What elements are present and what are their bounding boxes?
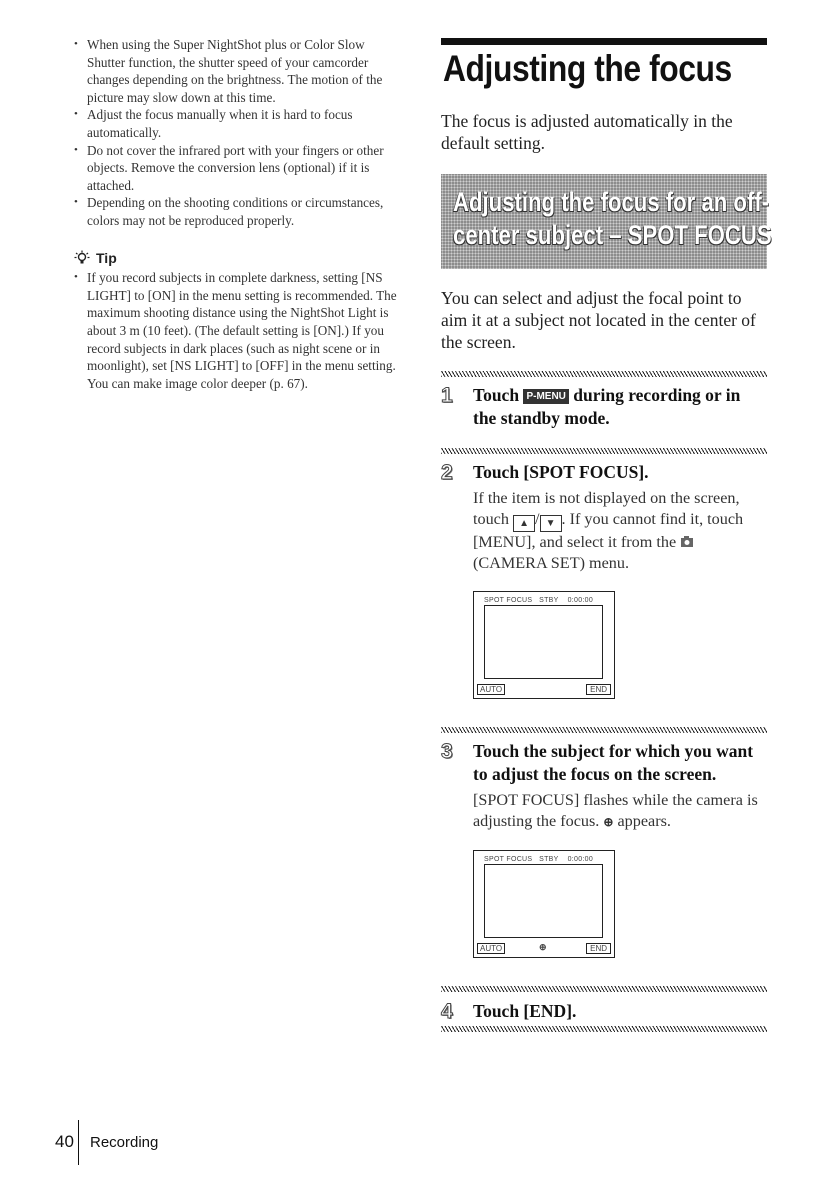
left-column — [74, 36, 400, 392]
note-bullet: • When using the Super NightShot plus or Color Slow Shutter function, the shutter speed of your camcorder changes depending on the brightness. The motion of the picture may slow down at this time. — [74, 36, 400, 106]
step-body-text: . If you cannot find it, touch [MENU], and select it from the — [473, 510, 744, 551]
focus-indicator-icon: ⊕ — [539, 942, 547, 952]
p-menu-button: P-MENU — [523, 389, 568, 404]
step-title — [473, 384, 767, 430]
step-body-text: If the item is not displayed on the screen, touch — [473, 489, 740, 528]
step-separator — [441, 371, 767, 377]
step-number: 1 — [441, 384, 453, 407]
note-bullet: • Do not cover the infrared port with your fingers or other objects. Remove the conversion lens (optional) if it is attached. — [74, 142, 400, 195]
section-heading-line-2: center subject – SPOT FOCUS — [453, 220, 772, 250]
screen-status: STBY — [539, 856, 559, 863]
step-4 — [441, 1000, 767, 1023]
note-bullet: • Depending on the shooting conditions or circumstances, colors may not be reproduced properly. — [74, 194, 400, 229]
focus-indicator-icon: ⊕ — [603, 815, 614, 829]
title-rule — [441, 38, 767, 45]
footer-divider — [78, 1120, 79, 1165]
scroll-down-icon: ▼ — [540, 515, 562, 532]
section-heading — [453, 186, 772, 252]
step-number: 4 — [441, 1000, 453, 1023]
lightbulb-icon — [74, 250, 90, 266]
screen-status: STBY — [539, 597, 559, 604]
screen-time: 0:00:00 — [567, 856, 594, 863]
focus-frame — [484, 864, 603, 938]
page-title: Adjusting the focus — [443, 48, 732, 89]
camera-set-icon — [680, 535, 694, 548]
step-title: Touch [SPOT FOCUS]. — [473, 462, 649, 482]
step-title: Touch the subject for which you want to adjust the focus on the screen. — [473, 741, 754, 784]
screen-time: 0:00:00 — [567, 597, 594, 604]
step-3 — [441, 740, 767, 833]
note-bullet: • Adjust the focus manually when it is hard to focus automatically. — [74, 106, 400, 141]
section-banner — [441, 174, 772, 269]
step-separator — [441, 448, 767, 454]
step-body-text: [SPOT FOCUS] flashes while the camera is adjusting the focus. — [473, 791, 758, 830]
step-separator — [441, 1026, 767, 1032]
step-body — [473, 790, 767, 833]
step-number: 2 — [441, 461, 453, 484]
end-button: END — [586, 943, 611, 954]
step-1 — [441, 384, 767, 430]
step-title-text: during recording or in the standby mode. — [473, 385, 741, 428]
lcd-screen-illustration — [473, 591, 615, 699]
auto-button: AUTO — [477, 684, 505, 695]
step-body-text: appears. — [613, 812, 671, 830]
step-title-text: Touch — [473, 385, 524, 405]
section-heading-line-1: Adjusting the focus for an off- — [453, 187, 770, 217]
page-number: 40 — [55, 1132, 74, 1151]
focus-frame — [484, 605, 603, 679]
screen-mode-label: SPOT FOCUS — [484, 856, 533, 863]
end-button: END — [586, 684, 611, 695]
screen-status-bar — [484, 597, 593, 604]
tip-label: Tip — [96, 249, 117, 266]
auto-button: AUTO — [477, 943, 505, 954]
section-label: Recording — [90, 1134, 159, 1151]
section-paragraph: You can select and adjust the focal point to aim it at a subject not located in the center of the screen. — [441, 288, 756, 352]
lcd-screen-illustration — [473, 850, 615, 958]
tip-text: • If you record subjects in complete darkness, setting [NS LIGHT] to [ON] in the menu setting is recommended. The maximum shooting distance using the NightShot Light is about 3 m (10 feet). (The default setting is [ON].) If you record subjects in dark places (such as night scene or in moonlight), set [NS LIGHT] to [OFF] in the menu setting. You can make image color deeper (p. 67). — [74, 269, 400, 392]
scroll-up-icon: ▲ — [513, 515, 535, 532]
tip-heading — [74, 250, 400, 268]
step-separator — [441, 727, 767, 733]
step-2 — [441, 461, 767, 574]
intro-paragraph: The focus is adjusted automatically in the default setting. — [441, 111, 733, 153]
step-body: If the item is not displayed on the screen, touch ▲ / ▼ . If you cannot find it, touch [MENU], and select it from the (CAMERA SET) menu. — [473, 489, 744, 572]
step-title: Touch [END]. — [473, 1001, 577, 1021]
step-separator — [441, 986, 767, 992]
screen-mode-label: SPOT FOCUS — [484, 597, 533, 604]
step-number: 3 — [441, 740, 453, 763]
step-body-text: (CAMERA SET) menu. — [473, 554, 630, 572]
screen-status-bar — [484, 856, 593, 863]
